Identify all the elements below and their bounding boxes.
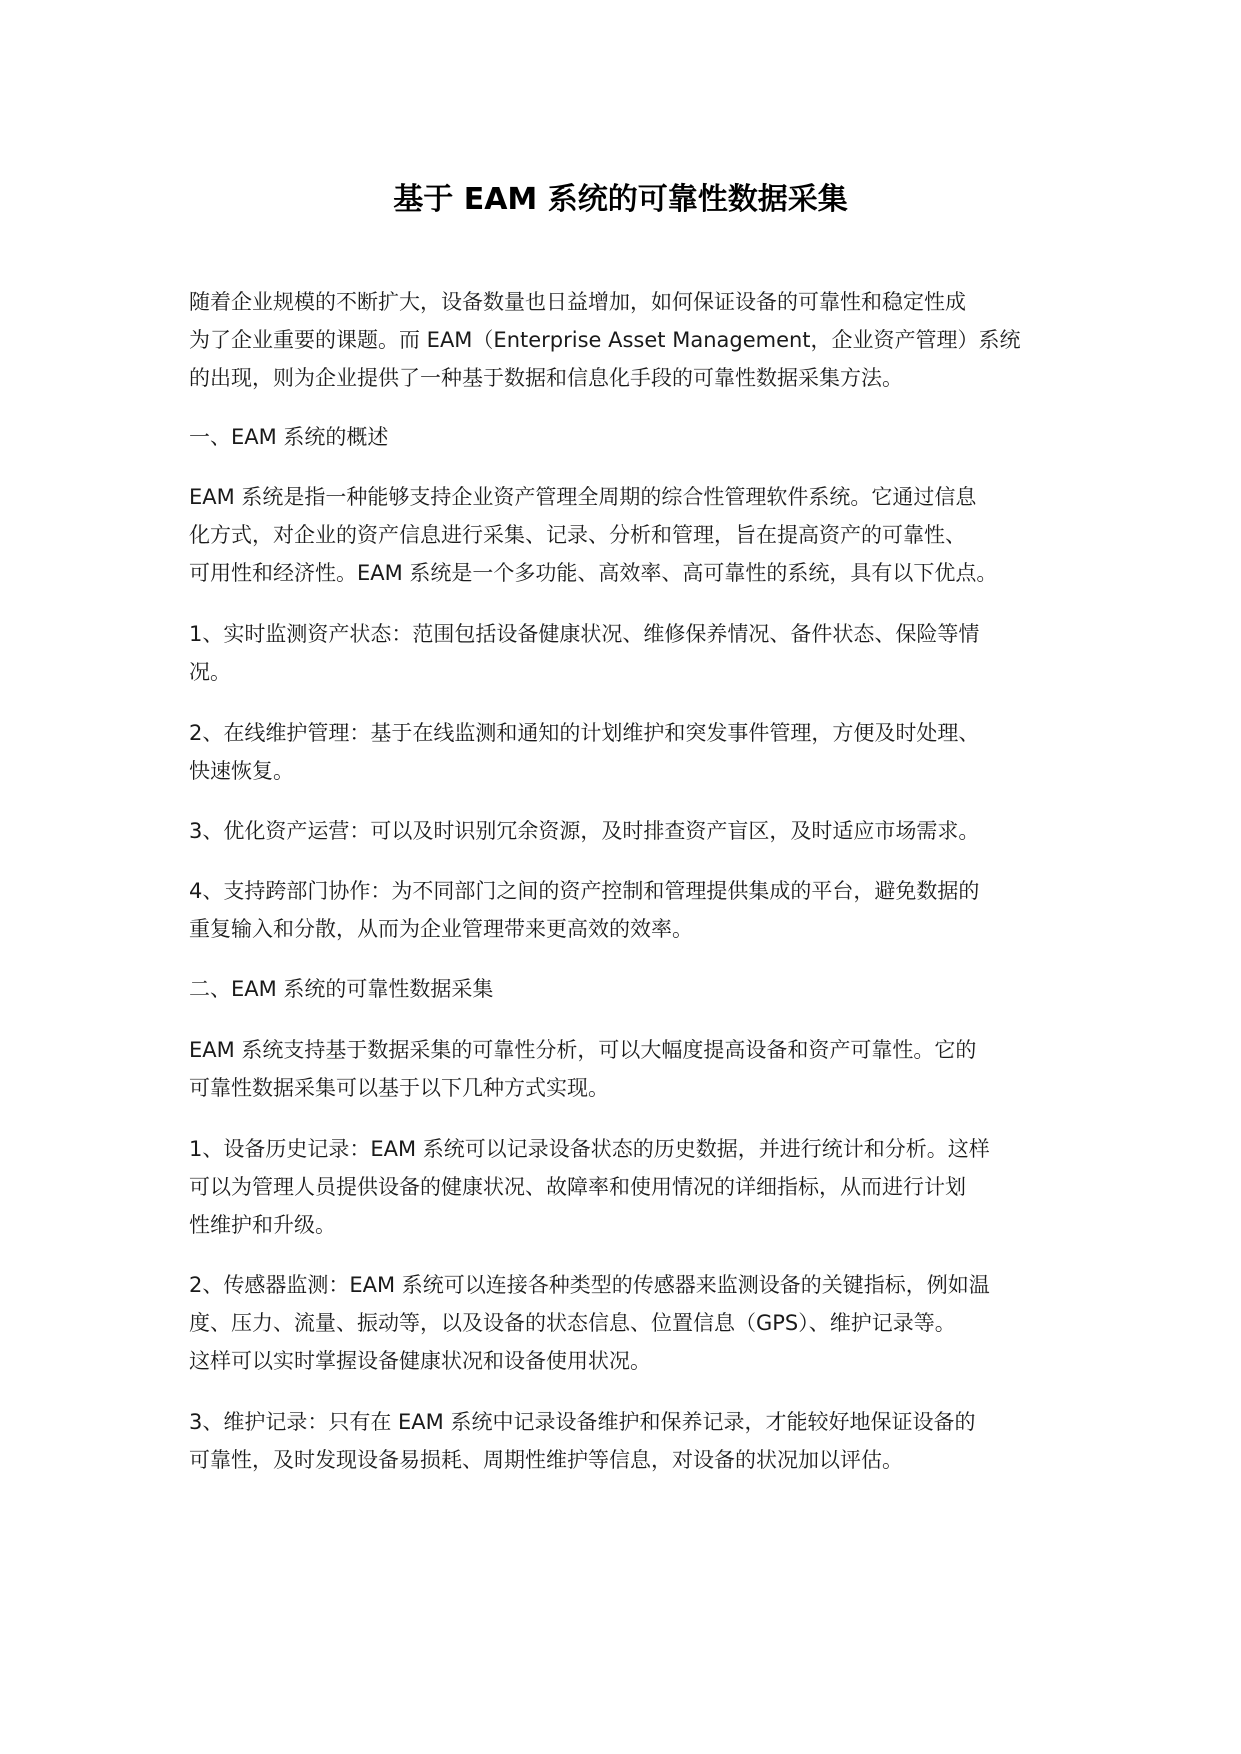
- advantage-4-line-1: 4、支持跨部门协作：为不同部门之间的资产控制和管理提供集成的平台，避免数据的: [189, 879, 980, 903]
- section1-paragraph-line-1: EAM 系统是指一种能够支持企业资产管理全周期的综合性管理软件系统。它通过信息: [189, 485, 977, 509]
- section-heading-2: 二、EAM 系统的可靠性数据采集: [189, 977, 494, 1001]
- advantage-1-line-2: 况。: [189, 660, 231, 684]
- method-1-line-2: 可以为管理人员提供设备的健康状况、故障率和使用情况的详细指标，从而进行计划: [189, 1175, 966, 1199]
- advantage-1-line-1: 1、实时监测资产状态：范围包括设备健康状况、维修保养情况、备件状态、保险等情: [189, 622, 980, 646]
- page-title: 基于 EAM 系统的可靠性数据采集: [393, 182, 848, 217]
- section2-paragraph-line-2: 可靠性数据采集可以基于以下几种方式实现。: [189, 1076, 609, 1100]
- method-1-line-1: 1、设备历史记录：EAM 系统可以记录设备状态的历史数据，并进行统计和分析。这样: [189, 1137, 990, 1161]
- section1-paragraph-line-2: 化方式，对企业的资产信息进行采集、记录、分析和管理，旨在提高资产的可靠性、: [189, 523, 966, 547]
- intro-line-1: 随着企业规模的不断扩大，设备数量也日益增加，如何保证设备的可靠性和稳定性成: [189, 290, 966, 314]
- method-2-line-2: 度、压力、流量、振动等，以及设备的状态信息、位置信息（GPS）、维护记录等。: [189, 1311, 956, 1335]
- method-2-line-3: 这样可以实时掌握设备健康状况和设备使用状况。: [189, 1349, 651, 1373]
- method-3-line-2: 可靠性，及时发现设备易损耗、周期性维护等信息，对设备的状况加以评估。: [189, 1448, 903, 1472]
- intro-line-2: 为了企业重要的课题。而 EAM（Enterprise Asset Management，企业资产管理）系统: [189, 328, 1021, 352]
- method-3-line-1: 3、维护记录：只有在 EAM 系统中记录设备维护和保养记录，才能较好地保证设备的: [189, 1410, 976, 1434]
- advantage-2-line-1: 2、在线维护管理：基于在线监测和通知的计划维护和突发事件管理，方便及时处理、: [189, 721, 980, 745]
- advantage-4-line-2: 重复输入和分散，从而为企业管理带来更高效的效率。: [189, 917, 693, 941]
- section-heading-1: 一、EAM 系统的概述: [189, 425, 389, 449]
- section1-paragraph-line-3: 可用性和经济性。EAM 系统是一个多功能、高效率、高可靠性的系统，具有以下优点。: [189, 561, 998, 585]
- method-1-line-3: 性维护和升级。: [189, 1213, 336, 1237]
- method-2-line-1: 2、传感器监测：EAM 系统可以连接各种类型的传感器来监测设备的关键指标，例如温: [189, 1273, 990, 1297]
- advantage-2-line-2: 快速恢复。: [189, 759, 294, 783]
- advantage-3-line-1: 3、优化资产运营：可以及时识别冗余资源，及时排查资产盲区，及时适应市场需求。: [189, 819, 980, 843]
- intro-line-3: 的出现，则为企业提供了一种基于数据和信息化手段的可靠性数据采集方法。: [189, 366, 903, 390]
- section2-paragraph-line-1: EAM 系统支持基于数据采集的可靠性分析，可以大幅度提高设备和资产可靠性。它的: [189, 1038, 977, 1062]
